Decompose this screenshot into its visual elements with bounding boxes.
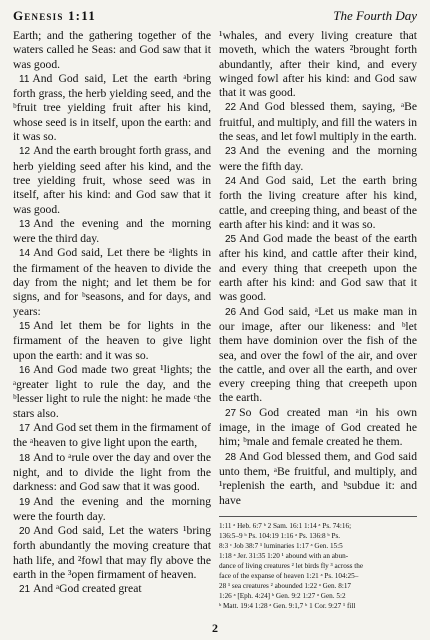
verse-number: 15	[19, 320, 31, 332]
verse-number: 21	[19, 584, 31, 596]
verse-23: 23 And the evening and the morning were the fifth day.	[219, 144, 417, 173]
footnote-line: ᵇ Matt. 19:4 1:28 ᵃ Gen. 9:1,7 ᵇ 1 Cor. 9:27 ¹ fill	[219, 601, 356, 610]
footnote-line: 1:26 ᵃ [Eph. 4:24] ᵇ Gen. 9:2 1:27 ᵃ Gen. 5:2	[219, 591, 346, 600]
footnote-line: 8:3 ᶜ Job 38:7 ¹ luminaries 1:17 ᵃ Gen. 15:5	[219, 541, 343, 550]
footnote-line: dance of living creatures ² let birds fly ³ across the	[219, 561, 364, 570]
verse-number: 18	[19, 452, 31, 464]
verse-number: 26	[225, 306, 237, 318]
verse-28: 28 And God blessed them, and God said unto them, ᵃBe fruitful, and multiply, and ¹replenish the earth, and ᵇsubdue it: and have	[219, 449, 417, 507]
page-number: 2	[212, 621, 218, 635]
verse-number: 23	[225, 146, 237, 158]
verse-17: 17 And God set them in the firmament of the ᵃheaven to give light upon the earth,	[13, 421, 211, 450]
verse-21-continuation: ¹whales, and every living creature that moveth, which the waters ²brought forth abundantly, after their kind, and every winged fowl after his kind: and God saw that it was good.	[219, 29, 417, 100]
running-head-reference: Genesis 1:11	[13, 8, 96, 23]
verse-number: 16	[19, 364, 31, 376]
verse-15: 15 And let them be for lights in the firmament of the heaven to give light upon the earth: and it was so.	[13, 318, 211, 362]
verse-25: 25 And God made the beast of the earth after his kind, and cattle after their kind, and every thing that creepeth upon the earth after his kind: and God saw that it was good.	[219, 232, 417, 304]
verse-20: 20 And God said, Let the waters ¹bring forth abundantly the moving creature that hath life, and ²fowl that may fly above the earth in the ³open firmament of heaven.	[13, 524, 211, 581]
footnote-line: face of the expanse of heaven 1:21 ᵃ Ps. 104:25–	[219, 571, 359, 580]
verse-26: 26 And God said, ᵃLet us make man in our image, after our likeness: and ᵇlet them have dominion over the fish of the sea, and over the fowl of the air, and over the cattle, and over all the earth, and over every creeping thing that creepeth upon the earth.	[219, 304, 417, 405]
verse-number: 17	[19, 423, 31, 435]
text-columns	[13, 29, 417, 611]
verse-12: 12 And the earth brought forth grass, and herb yielding seed after his kind, and the tree yielding fruit, whose seed was in itself, after his kind: and God saw that it was good.	[13, 144, 211, 216]
footnote-line: 136:5–9 ᵇ Ps. 104:19 1:16 ᵃ Ps. 136:8 ᵇ Ps.	[219, 531, 341, 540]
footnotes	[219, 516, 417, 611]
verse-14: 14 And God said, Let there be ᵃlights in the firmament of the heaven to divide the day from the night; and let them be for signs, and for ᵇseasons, and for days, and years:	[13, 246, 211, 318]
verse-number: 13	[19, 218, 31, 230]
verse-11: 11 And God said, Let the earth ᵃbring forth grass, the herb yielding seed, and the ᵇfruit tree yielding fruit after his kind, whose seed is in itself, upon the earth: and it was so.	[13, 71, 211, 144]
verse-number: 24	[225, 175, 237, 187]
verse-16: 16 And God made two great ¹lights; the ᵃgreater light to rule the day, and the ᵇlesser light to rule the night: he made ᶜthe stars also.	[13, 362, 211, 420]
verse-27: 27 So God created man ᵃin his own image, in the image of God created he him; ᵇmale and female created he them.	[219, 405, 417, 449]
page-header	[13, 8, 417, 28]
verse-18: 18 And to ᵃrule over the day and over the night, and to divide the light from the darkness: and God saw that it was good.	[13, 450, 211, 494]
verse-number: 11	[19, 73, 30, 85]
verse-13: 13 And the evening and the morning were the third day.	[13, 216, 211, 246]
footnote-line: 1:18 ᵃ Jer. 31:35 1:20 ¹ abound with an abun-	[219, 551, 349, 560]
verse-number: 27	[225, 407, 237, 419]
right-column	[219, 29, 417, 611]
footnote-line: 1:11 ᵃ Heb. 6:7 ᵇ 2 Sam. 16:1 1:14 ᵃ Ps. 74:16;	[219, 521, 352, 530]
verse-number: 25	[225, 234, 237, 246]
footnote-line: 28 ¹ sea creatures ² abounded 1:22 ᵃ Gen. 8:17	[219, 581, 352, 590]
verse-number: 14	[19, 248, 31, 260]
running-head-title: The Fourth Day	[333, 8, 417, 23]
left-column	[13, 29, 211, 611]
verse-number: 20	[19, 526, 31, 538]
verse-10-continuation: Earth; and the gathering together of the waters called he Seas: and God saw that it was good.	[13, 29, 211, 71]
verse-22: 22 And God blessed them, saying, ᵃBe fruitful, and multiply, and fill the waters in the seas, and let fowl multiply in the earth.	[219, 100, 417, 144]
verse-number: 12	[19, 146, 31, 158]
verse-19: 19 And the evening and the morning were the fourth day.	[13, 494, 211, 523]
verse-number: 28	[225, 451, 237, 463]
verse-number: 22	[225, 102, 237, 114]
verse-24: 24 And God said, Let the earth bring forth the living creature after his kind, cattle, and creeping thing, and beast of the earth after his kind: and it was so.	[219, 173, 417, 231]
verse-21: 21 And ᵃGod created great	[19, 582, 142, 596]
verse-number: 19	[19, 496, 31, 508]
